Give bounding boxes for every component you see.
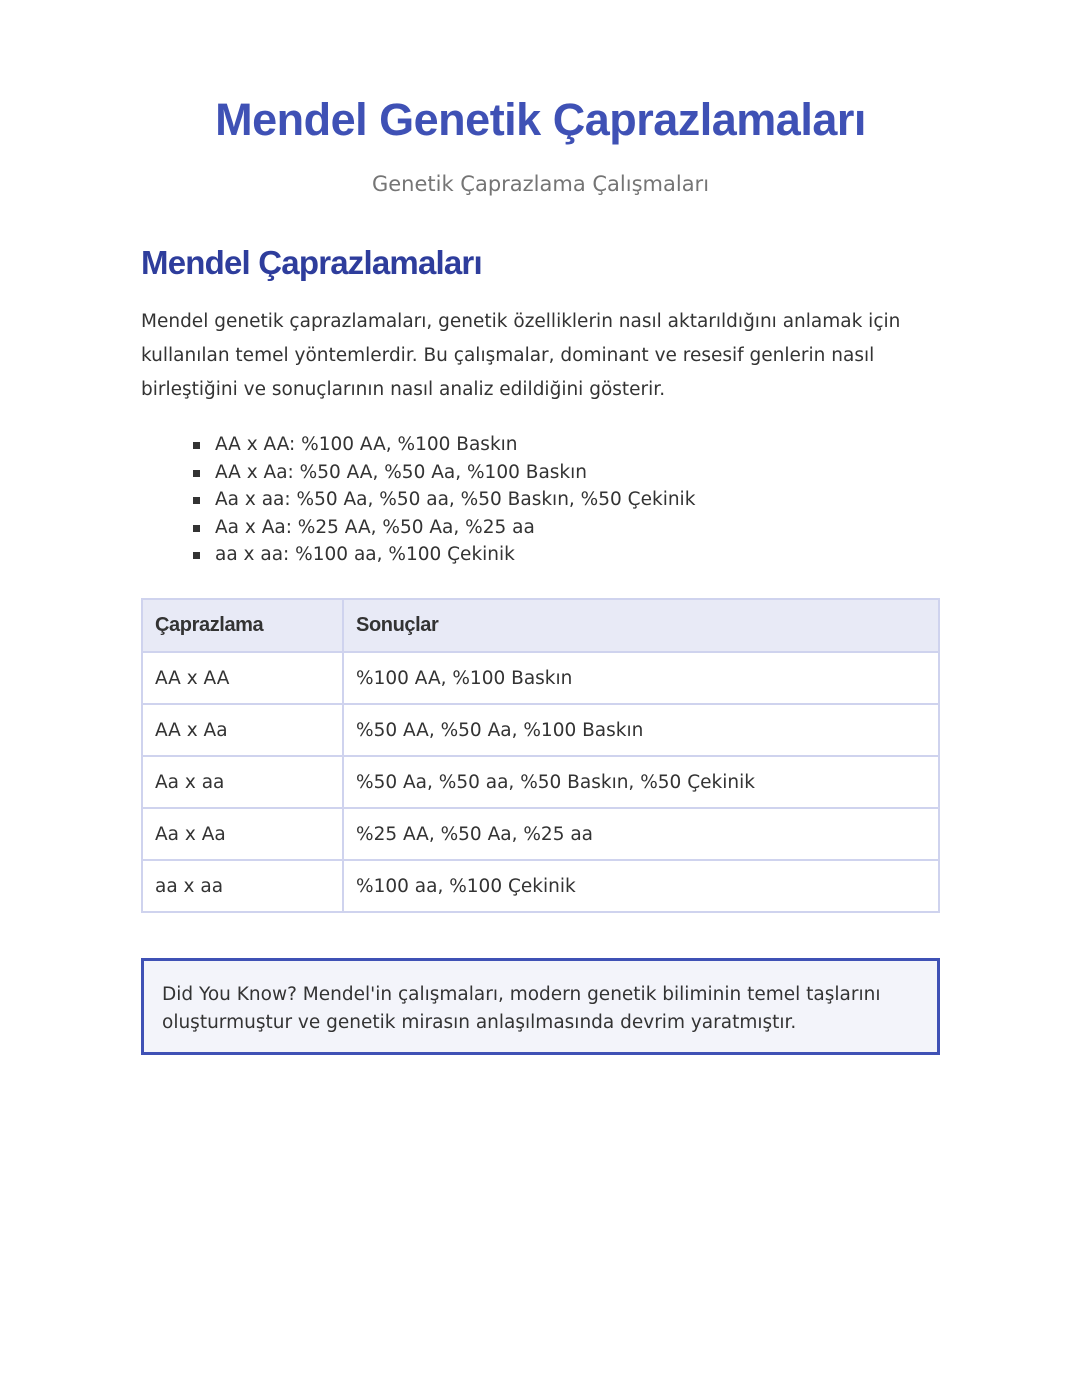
table-row [142,808,939,860]
page-title: Mendel Genetik Çaprazlamaları [215,94,866,145]
cross-results-list [193,431,695,569]
page-subtitle: Genetik Çaprazlama Çalışmaları [371,172,710,196]
intro-paragraph: Mendel genetik çaprazlamaları, genetik özelliklerin nasıl aktarıldığını anlamak için kullanılan temel yöntemlerdir. Bu çalışmalar, dominant ve resesif genlerin nasıl birleştiğini ve sonuçlarının nasıl analiz edildiğini gösterir. [141,311,901,400]
column-header-results: Sonuçlar [343,599,939,652]
list-item: AA x AA: %100 AA, %100 Baskın [193,431,695,459]
result-cell: %50 AA, %50 Aa, %100 Baskın [343,704,939,756]
result-cell: %25 AA, %50 Aa, %25 aa [343,808,939,860]
did-you-know-callout [141,958,940,1055]
list-item: Aa x Aa: %25 AA, %50 Aa, %25 aa [193,514,695,542]
result-cell: %100 AA, %100 Baskın [343,652,939,704]
cross-cell: AA x Aa [142,704,343,756]
table-row [142,756,939,808]
square-bullet-icon [193,497,200,504]
square-bullet-icon [193,442,200,449]
cross-cell: Aa x aa [142,756,343,808]
square-bullet-icon [193,552,200,559]
list-item: Aa x aa: %50 Aa, %50 aa, %50 Baskın, %50 Çekinik [193,486,695,514]
section-heading: Mendel Çaprazlamaları [141,244,482,281]
result-cell: %50 Aa, %50 aa, %50 Baskın, %50 Çekinik [343,756,939,808]
table-row [142,860,939,912]
callout-text: Did You Know? Mendel'in çalışmaları, modern genetik biliminin temel taşlarını oluşturmuştur ve genetik mirasın anlaşılmasında devrim yaratmıştır. [162,984,881,1033]
cross-cell: aa x aa [142,860,343,912]
result-cell: %100 aa, %100 Çekinik [343,860,939,912]
cross-cell: Aa x Aa [142,808,343,860]
list-item: AA x Aa: %50 AA, %50 Aa, %100 Baskın [193,459,695,487]
results-table [141,598,940,913]
table-header-row [142,599,939,652]
table-row [142,652,939,704]
column-header-cross: Çaprazlama [142,599,343,652]
table-row [142,704,939,756]
list-item: aa x aa: %100 aa, %100 Çekinik [193,541,695,569]
square-bullet-icon [193,470,200,477]
square-bullet-icon [193,525,200,532]
cross-cell: AA x AA [142,652,343,704]
